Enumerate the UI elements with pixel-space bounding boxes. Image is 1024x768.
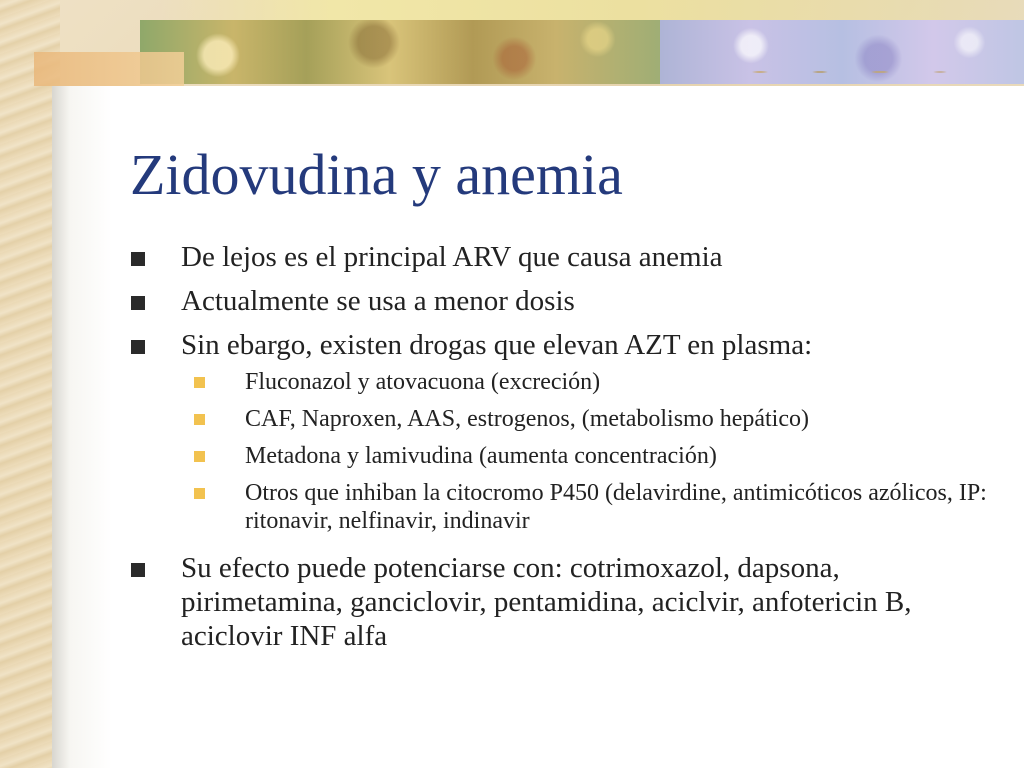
square-bullet-icon — [131, 340, 145, 354]
sub-bullet-item — [130, 442, 990, 470]
square-bullet-icon — [131, 252, 145, 266]
sub-bullet-text: CAF, Naproxen, AAS, estrogenos, (metabolismo hepático) — [245, 406, 809, 432]
small-square-bullet-icon — [194, 451, 205, 462]
orange-accent-band — [34, 52, 184, 86]
bullet-item — [130, 284, 990, 318]
slide-title: Zidovudina y anemia — [130, 142, 623, 207]
small-square-bullet-icon — [194, 377, 205, 388]
paper-texture-left — [0, 0, 60, 768]
bullet-text: Su efecto puede potenciarse con: cotrimoxazol, dapsona, pirimetamina, ganciclovir, pentamidina, aciclvir, anfotericin B, aciclovir INF alfa — [181, 552, 912, 652]
bullet-text: De lejos es el principal ARV que causa anemia — [181, 241, 723, 273]
bullet-item — [130, 240, 990, 274]
bullet-item — [130, 551, 990, 653]
sub-bullet-item — [130, 405, 990, 433]
bullet-item — [130, 328, 990, 362]
small-square-bullet-icon — [194, 488, 205, 499]
sub-bullet-text: Fluconazol y atovacuona (excreción) — [245, 369, 601, 395]
banner-top-strip — [160, 0, 1024, 22]
square-bullet-icon — [131, 296, 145, 310]
sub-bullet-item — [130, 479, 990, 535]
bullet-text: Actualmente se usa a menor dosis — [181, 285, 575, 317]
small-square-bullet-icon — [194, 414, 205, 425]
bullet-text: Sin ebargo, existen drogas que elevan AZT en plasma: — [181, 329, 813, 361]
leaf-trail-decoration — [700, 62, 1000, 82]
bullet-list — [130, 240, 990, 653]
sub-bullet-item — [130, 368, 990, 396]
banner-leaves-image — [140, 20, 660, 84]
sub-bullet-text: Otros que inhiban la citocromo P450 (delavirdine, antimicóticos azólicos, IP: ritonavir, nelfinavir, indinavir — [245, 480, 987, 534]
sub-bullet-text: Metadona y lamivudina (aumenta concentración) — [245, 443, 717, 469]
square-bullet-icon — [131, 563, 145, 577]
